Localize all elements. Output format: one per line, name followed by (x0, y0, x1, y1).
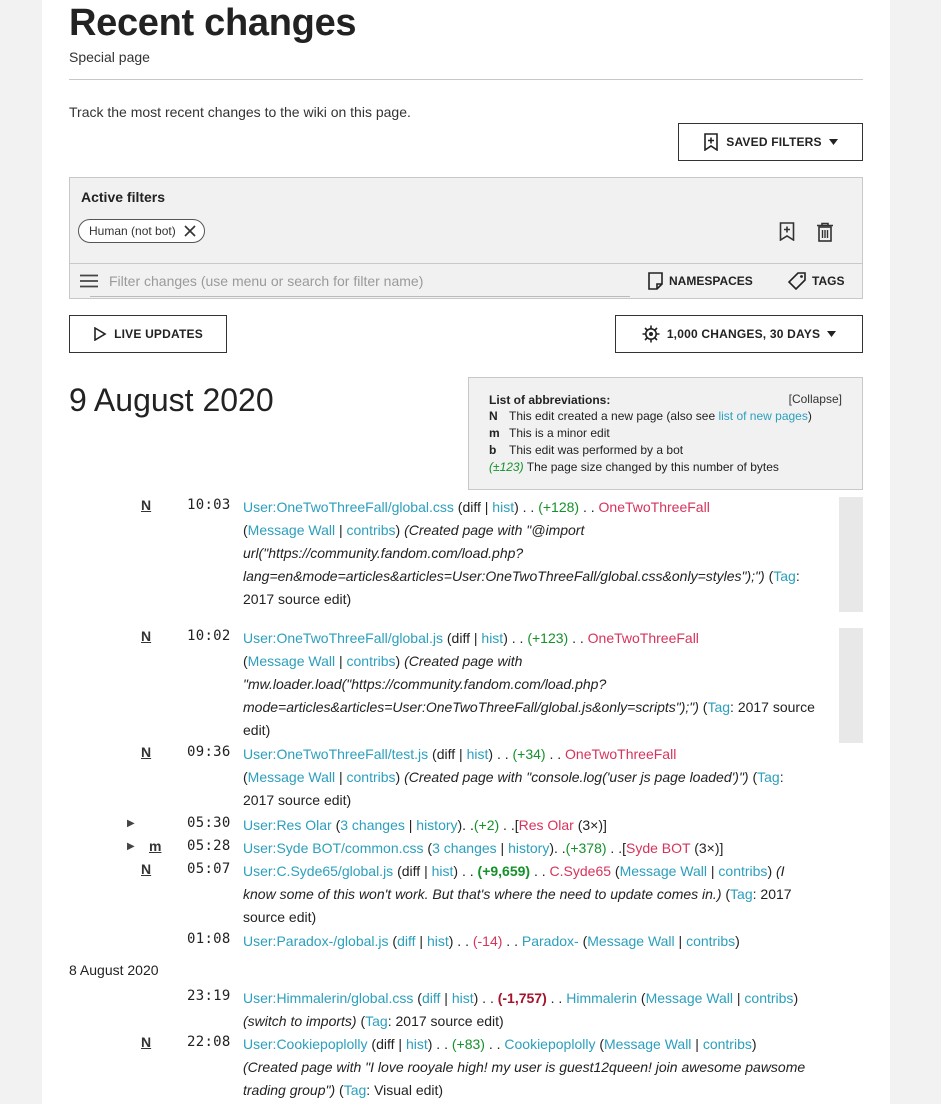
page-link[interactable]: User:Syde BOT/common.css (243, 840, 424, 856)
legend-row-size: (±123) The page size changed by this number of bytes (489, 460, 779, 474)
page-link[interactable]: User:OneTwoThreeFall/global.css (243, 499, 454, 515)
page-link[interactable]: User:Res Olar (243, 817, 332, 833)
expand-triangle-icon[interactable]: ▶ (127, 818, 135, 829)
close-icon[interactable] (184, 225, 196, 237)
legend-title: List of abbreviations: (489, 393, 611, 407)
gear-icon (642, 325, 660, 343)
divider (69, 79, 863, 80)
tag-icon (788, 272, 806, 290)
change-time: 22:08 (187, 1034, 231, 1050)
user-link[interactable]: Paradox- (521, 933, 579, 949)
live-updates-button[interactable] (69, 315, 227, 353)
new-page-flag: N (141, 497, 152, 513)
filter-chip-label: Human (not bot) (89, 224, 176, 238)
contribs-link[interactable]: contribs (346, 653, 396, 669)
user-link[interactable]: Cookiepoplolly (504, 1036, 596, 1052)
changes-days-button[interactable] (615, 315, 863, 353)
user-link[interactable]: Syde BOT (625, 840, 691, 856)
tags-button[interactable] (788, 266, 844, 296)
hist-link[interactable]: hist (451, 990, 474, 1006)
change-time: 01:08 (187, 931, 231, 947)
changes-days-label: 1,000 CHANGES, 30 DAYS (666, 327, 821, 341)
tag-link[interactable]: Tag (773, 568, 796, 584)
changes-link[interactable]: 3 changes (432, 840, 497, 856)
save-filter-icon[interactable] (779, 222, 795, 241)
page-link[interactable]: User:C.Syde65/global.js (243, 863, 394, 879)
change-time: 05:07 (187, 861, 231, 877)
active-filters-panel (69, 177, 863, 299)
message-wall-link[interactable]: Message Wall (587, 933, 675, 949)
filter-chip-human[interactable] (78, 219, 205, 243)
search-underline (90, 296, 630, 297)
history-link[interactable]: history (508, 840, 550, 856)
page-title: Recent changes (69, 2, 357, 44)
page-link[interactable]: User:OneTwoThreeFall/global.js (243, 630, 443, 646)
message-wall-link[interactable]: Message Wall (247, 653, 336, 669)
size-change: (+123) (527, 630, 569, 646)
change-time: 10:03 (187, 497, 231, 513)
hist-link[interactable]: hist (466, 746, 489, 762)
day-heading: 9 August 2020 (69, 382, 274, 418)
page-link[interactable]: User:OneTwoThreeFall/test.js (243, 746, 429, 762)
contribs-link[interactable]: contribs (686, 933, 736, 949)
new-page-flag: N (141, 1034, 152, 1050)
page-link[interactable]: User:Paradox-/global.js (243, 933, 389, 949)
contribs-link[interactable]: contribs (718, 863, 768, 879)
history-link[interactable]: history (416, 817, 458, 833)
change-details: User:Syde BOT/common.css (3 changes | history). .(+378) . .[Syde BOT (3×)] (243, 840, 724, 856)
user-link[interactable]: OneTwoThreeFall (587, 630, 699, 646)
new-page-flag: N (141, 628, 152, 644)
diff-link[interactable]: diff (397, 933, 416, 949)
change-details: User:Paradox-/global.js (diff | hist) . . (-14) . . Paradox- (Message Wall | contribs) (243, 933, 740, 949)
caret-down-icon (827, 331, 836, 337)
change-details: User:Res Olar (3 changes | history). .(+2) . .[Res Olar (3×)] (243, 817, 607, 833)
change-details: User:C.Syde65/global.js (diff | hist) . . (+9,659) . . C.Syde65 (Message Wall | contribs) (I know some of this won't work. But that's where the need to update comes in.) (Tag: 2017 source edit) (243, 863, 792, 925)
change-time: 23:19 (187, 988, 231, 1004)
size-change: (+2) (473, 817, 500, 833)
tag-link[interactable]: Tag (365, 1013, 388, 1029)
page (42, 0, 890, 1104)
tag-link[interactable]: Tag (343, 1082, 367, 1098)
minor-edit-flag: m (149, 838, 162, 854)
legend-row-new: N This edit created a new page (also see list of new pages) (489, 409, 812, 423)
page-icon (648, 272, 663, 290)
bookmark-plus-icon (703, 133, 719, 151)
diff-link[interactable]: diff (421, 990, 441, 1006)
message-wall-link[interactable]: Message Wall (645, 990, 733, 1006)
day-heading: 8 August 2020 (69, 962, 159, 978)
tag-link[interactable]: Tag (757, 769, 780, 785)
size-change: (+128) (538, 499, 580, 515)
contribs-link[interactable]: contribs (346, 522, 396, 538)
user-link[interactable]: Res Olar (518, 817, 574, 833)
legend-collapse-link[interactable]: [Collapse] (788, 392, 842, 406)
user-link[interactable]: OneTwoThreeFall (598, 499, 710, 515)
change-time: 05:28 (187, 838, 231, 854)
tag-link[interactable]: Tag (707, 699, 731, 715)
active-filters-title: Active filters (81, 189, 166, 205)
hist-link[interactable]: hist (431, 863, 454, 879)
size-change: (+83) (451, 1036, 485, 1052)
tags-label: TAGS (812, 274, 845, 288)
size-change: (+34) (512, 746, 546, 762)
page-subtitle: Special page (69, 49, 150, 65)
change-details: User:OneTwoThreeFall/global.css (diff | hist) . . (+128) . . OneTwoThreeFall (Message Wall | contribs) (Created page with "@import url("https://community.fandom.com/load.php? lang=en&mode=articles&articles=User:OneTwoThreeFall/global.css&only=styles");") (Tag: 2017 source edit) (243, 499, 800, 607)
hist-link[interactable]: hist (405, 1036, 428, 1052)
namespaces-label: NAMESPACES (669, 274, 753, 288)
namespaces-button[interactable] (648, 266, 753, 296)
saved-filters-button[interactable] (678, 123, 863, 161)
user-link[interactable]: C.Syde65 (549, 863, 612, 879)
changes-link[interactable]: 3 changes (340, 817, 405, 833)
new-pages-link[interactable]: list of new pages (718, 409, 808, 423)
contribs-link[interactable]: contribs (346, 769, 396, 785)
legend-row-bot: b This edit was performed by a bot (489, 443, 684, 457)
user-link[interactable]: OneTwoThreeFall (565, 746, 677, 762)
message-wall-link[interactable]: Message Wall (604, 1036, 692, 1052)
size-change: (-1,757) (497, 990, 547, 1006)
change-time: 05:30 (187, 815, 231, 831)
message-wall-link[interactable]: Message Wall (247, 769, 336, 785)
filter-search-input[interactable] (107, 272, 607, 290)
change-details: User:OneTwoThreeFall/global.js (diff | hist) . . (+123) . . OneTwoThreeFall (Message Wall | contribs) (Created page with "mw.loader.load("https://community.fandom.com/load.php? mode=articles&articles=User:OneTwoThreeFall/global.js&only=scripts");") (Tag: 2017 source edit) (243, 630, 815, 738)
size-change: (-14) (472, 933, 503, 949)
expand-triangle-icon[interactable]: ▶ (127, 841, 135, 852)
contribs-link[interactable]: contribs (744, 990, 794, 1006)
hist-link[interactable]: hist (481, 630, 504, 646)
change-details: User:OneTwoThreeFall/test.js (diff | hist) . . (+34) . . OneTwoThreeFall (Message Wall | contribs) (Created page with "console.log('user js page loaded')") (Tag: 2017 source edit) (243, 746, 784, 808)
page-link[interactable]: User:Himmalerin/global.css (243, 990, 414, 1006)
message-wall-link[interactable]: Message Wall (247, 522, 336, 538)
live-updates-label: LIVE UPDATES (114, 327, 203, 341)
size-change: (+9,659) (477, 863, 531, 879)
play-icon (93, 327, 107, 341)
message-wall-link[interactable]: Message Wall (619, 863, 707, 879)
size-change: (+378) (565, 840, 607, 856)
change-time: 10:02 (187, 628, 231, 644)
hist-link[interactable]: hist (426, 933, 449, 949)
change-details: User:Himmalerin/global.css (diff | hist) . . (-1,757) . . Himmalerin (Message Wall | contribs) (switch to imports) (Tag: 2017 source edit) (243, 990, 799, 1029)
tag-link[interactable]: Tag (730, 886, 753, 902)
change-details: User:Cookiepoplolly (diff | hist) . . (+83) . . Cookiepoplolly (Message Wall | contribs) (Created page with "I love rooyale high! my user is guest12queen! join awesome pawsome trading group") (Tag: Visual edit) (243, 1036, 806, 1098)
abbreviations-legend (468, 377, 863, 490)
legend-row-minor: m This is a minor edit (489, 426, 610, 440)
filter-search[interactable] (70, 264, 630, 298)
page-link[interactable]: User:Cookiepoplolly (243, 1036, 368, 1052)
new-page-flag: N (141, 861, 152, 877)
intro-text: Track the most recent changes to the wiki on this page. (69, 104, 411, 120)
caret-down-icon (829, 139, 838, 145)
user-link[interactable]: Himmalerin (566, 990, 638, 1006)
contribs-link[interactable]: contribs (702, 1036, 752, 1052)
new-page-flag: N (141, 744, 152, 760)
change-time: 09:36 (187, 744, 231, 760)
menu-icon[interactable] (80, 274, 98, 288)
trash-icon[interactable] (816, 222, 834, 242)
saved-filters-label: SAVED FILTERS (726, 135, 822, 149)
hist-link[interactable]: hist (492, 499, 515, 515)
